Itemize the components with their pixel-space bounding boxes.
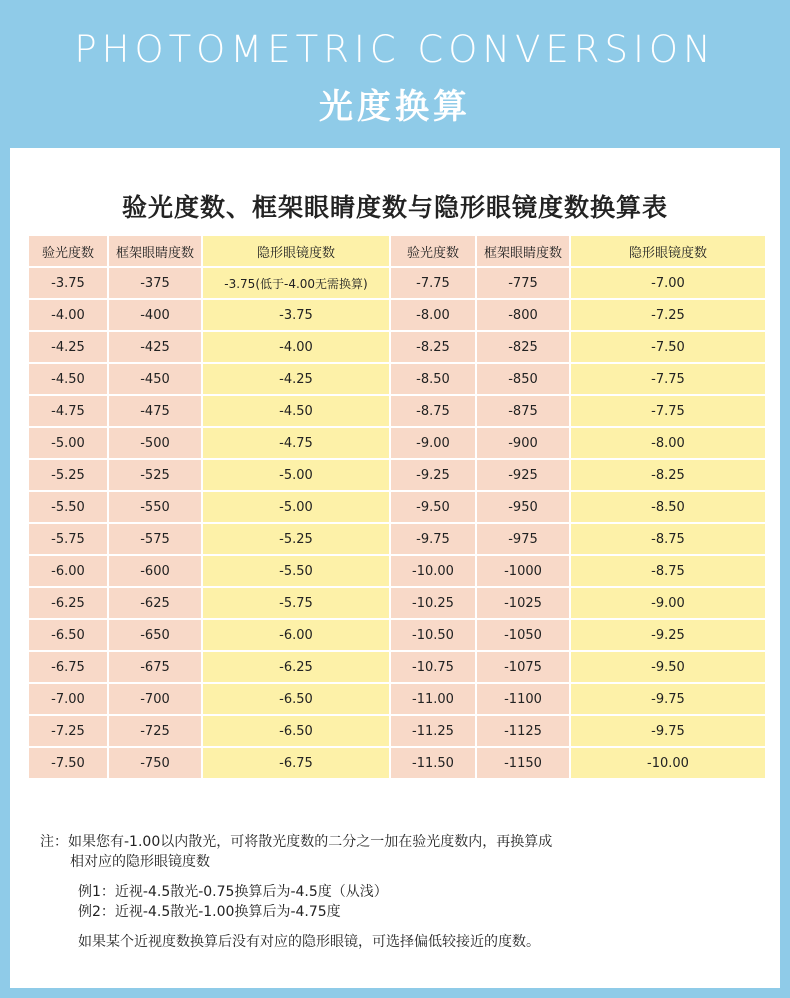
table-cell: -7.25 [28,715,108,747]
table-cell: -5.50 [28,491,108,523]
table-header-row [28,235,766,267]
table-cell: -800 [476,299,570,331]
table-row [28,427,766,459]
table-cell: -8.75 [570,523,766,555]
table-cell: -10.25 [390,587,476,619]
header-title-en: PHOTOMETRIC CONVERSION [74,28,716,71]
table-row [28,555,766,587]
header-banner [0,0,790,148]
content-panel [10,148,780,988]
note-line: 如果某个近视度数换算后没有对应的隐形眼镜，可选择偏低较接近的度数。 [78,934,540,950]
table-row [28,459,766,491]
table-cell: -4.25 [28,331,108,363]
table-cell: -5.00 [202,491,390,523]
note-line: 相对应的隐形眼镜度数 [70,854,210,870]
table-cell: -875 [476,395,570,427]
table-cell: -8.25 [570,459,766,491]
table-cell: -625 [108,587,202,619]
notes-section [40,832,760,952]
table-row [28,491,766,523]
table-cell: -450 [108,363,202,395]
table-cell: -675 [108,651,202,683]
table-cell: -4.75 [202,427,390,459]
table-cell: -1025 [476,587,570,619]
table-cell: -4.00 [28,299,108,331]
table-cell: -5.50 [202,555,390,587]
table-cell: -9.75 [570,715,766,747]
table-cell: -10.00 [570,747,766,779]
conversion-table [27,234,767,780]
table-cell: -10.75 [390,651,476,683]
table-cell: -11.25 [390,715,476,747]
note-line: 注：如果您有-1.00以内散光，可将散光度数的二分之一加在验光度数内，再换算成 [40,834,553,850]
table-cell: -975 [476,523,570,555]
table-cell: -825 [476,331,570,363]
table-cell: -850 [476,363,570,395]
table-cell: -5.25 [202,523,390,555]
table-cell: -1075 [476,651,570,683]
table-cell: -6.25 [202,651,390,683]
column-header: 框架眼睛度数 [476,235,570,267]
table-cell: -7.50 [570,331,766,363]
table-row [28,331,766,363]
table-cell: -5.75 [28,523,108,555]
table-cell: -5.00 [202,459,390,491]
table-cell: -1150 [476,747,570,779]
table-cell: -775 [476,267,570,299]
column-header: 隐形眼镜度数 [202,235,390,267]
table-cell: -8.00 [390,299,476,331]
table-cell: -1050 [476,619,570,651]
table-cell: -9.50 [570,651,766,683]
table-cell: -10.50 [390,619,476,651]
table-cell: -4.50 [202,395,390,427]
table-row [28,395,766,427]
table-cell: -4.50 [28,363,108,395]
table-cell: -5.00 [28,427,108,459]
table-cell: -525 [108,459,202,491]
header-title-zh: 光度换算 [319,87,471,127]
table-cell: -7.75 [390,267,476,299]
table-cell: -8.75 [390,395,476,427]
table-cell: -1100 [476,683,570,715]
table-cell: -8.00 [570,427,766,459]
note-example: 例1：近视-4.5散光-0.75换算后为-4.5度（从浅） [78,884,388,900]
table-cell: -6.50 [202,715,390,747]
table-cell: -7.00 [570,267,766,299]
table-cell: -6.75 [202,747,390,779]
table-row [28,299,766,331]
table-cell: -400 [108,299,202,331]
column-header: 框架眼睛度数 [108,235,202,267]
table-cell: -650 [108,619,202,651]
table-cell: -11.00 [390,683,476,715]
table-cell: -3.75 [202,299,390,331]
table-cell: -7.50 [28,747,108,779]
table-cell: -5.25 [28,459,108,491]
table-body [28,267,766,779]
table-cell: -11.50 [390,747,476,779]
table-cell: -425 [108,331,202,363]
table-cell: -7.75 [570,395,766,427]
table-cell: -575 [108,523,202,555]
table-row [28,363,766,395]
table-cell: -1000 [476,555,570,587]
table-cell: -8.50 [570,491,766,523]
table-cell: -9.50 [390,491,476,523]
table-row [28,523,766,555]
table-cell: -550 [108,491,202,523]
table-cell: -8.75 [570,555,766,587]
column-header: 验光度数 [28,235,108,267]
table-cell: -6.50 [202,683,390,715]
table-cell: -9.75 [390,523,476,555]
table-cell: -4.00 [202,331,390,363]
table-row [28,587,766,619]
table-row [28,619,766,651]
table-cell: -3.75(低于-4.00无需换算) [202,267,390,299]
table-cell: -9.75 [570,683,766,715]
table-cell: -500 [108,427,202,459]
table-cell: -950 [476,491,570,523]
table-cell: -6.50 [28,619,108,651]
table-cell: -10.00 [390,555,476,587]
table-cell: -600 [108,555,202,587]
table-cell: -375 [108,267,202,299]
table-cell: -6.75 [28,651,108,683]
table-cell: -7.25 [570,299,766,331]
table-row [28,651,766,683]
table-cell: -4.75 [28,395,108,427]
table-title: 验光度数、框架眼睛度数与隐形眼镜度数换算表 [121,193,668,222]
note-example: 例2：近视-4.5散光-1.00换算后为-4.75度 [78,904,341,920]
table-row [28,267,766,299]
table-cell: -475 [108,395,202,427]
table-cell: -9.25 [390,459,476,491]
table-cell: -6.00 [202,619,390,651]
table-row [28,683,766,715]
column-header: 隐形眼镜度数 [570,235,766,267]
table-row [28,747,766,779]
table-cell: -7.00 [28,683,108,715]
table-cell: -9.25 [570,619,766,651]
table-cell: -3.75 [28,267,108,299]
table-cell: -5.75 [202,587,390,619]
table-cell: -4.25 [202,363,390,395]
table-cell: -6.00 [28,555,108,587]
table-cell: -9.00 [570,587,766,619]
table-cell: -750 [108,747,202,779]
table-cell: -8.50 [390,363,476,395]
column-header: 验光度数 [390,235,476,267]
table-cell: -700 [108,683,202,715]
table-row [28,715,766,747]
table-cell: -6.25 [28,587,108,619]
table-cell: -7.75 [570,363,766,395]
table-cell: -725 [108,715,202,747]
table-cell: -1125 [476,715,570,747]
table-cell: -900 [476,427,570,459]
table-cell: -9.00 [390,427,476,459]
table-cell: -925 [476,459,570,491]
table-cell: -8.25 [390,331,476,363]
